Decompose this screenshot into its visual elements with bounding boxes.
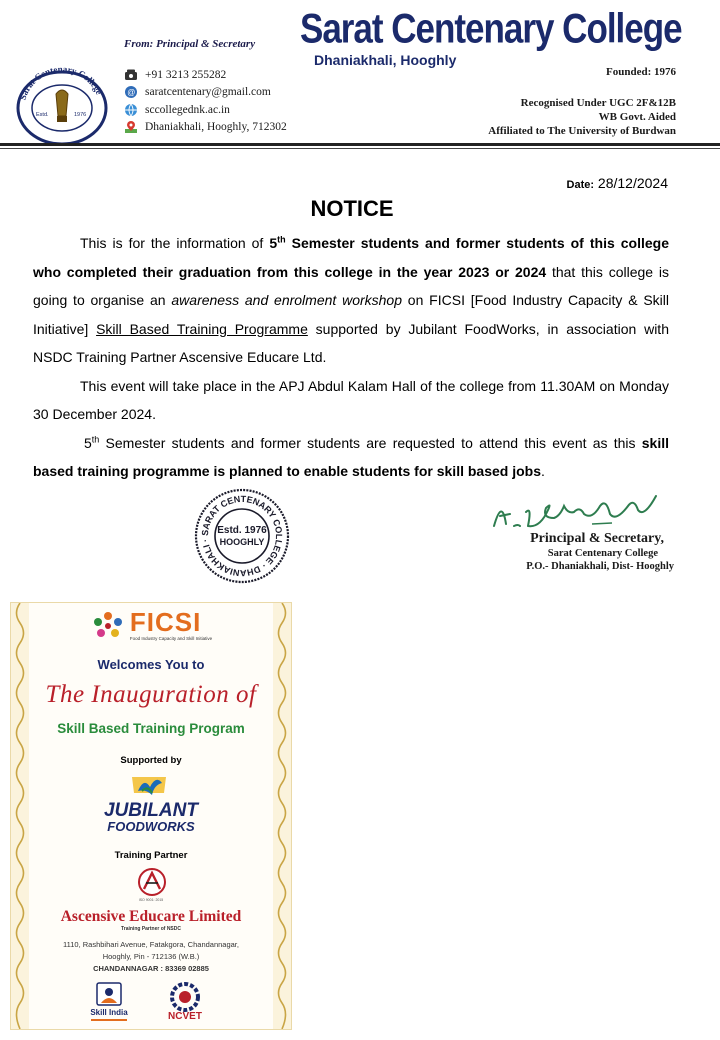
ncvet-logo	[159, 981, 211, 1027]
svg-text:SARAT CENTENARY COLLEGE · DHAN: SARAT CENTENARY COLLEGE · DHANIAKHALI ·	[199, 493, 285, 579]
svg-text:NCVET: NCVET	[168, 1011, 202, 1022]
inauguration-heading: The Inauguration of	[45, 681, 257, 708]
ascensive-tagline: Training Partner of NSDC	[120, 926, 181, 932]
ascensive-address	[11, 939, 291, 975]
jubilant-wordmark: JUBILANT	[104, 800, 198, 821]
map-pin-icon	[124, 120, 138, 134]
foodworks-wordmark: FOODWORKS	[107, 819, 195, 834]
jubilant-bird-icon	[128, 773, 170, 801]
iso-badge: ISO 9001: 2015	[138, 898, 164, 902]
contact-website	[124, 101, 287, 119]
website-link[interactable]: sccollegednk.ac.in	[145, 103, 230, 116]
contact-address	[124, 119, 287, 137]
email-icon	[124, 85, 138, 99]
paragraph-1: This is for the information of 5th Semester students and former students of this college who completed their graduation from this college in the year 2023 or 2024 that this college is going to organise an awareness and enrolment workshop on FICSI [Food Industry Capacity & Skill Initiative] Skill Based Training Programme supported by Jubilant FoodWorks, in association with NSDC Training Partner Ascensive Educare Ltd.	[33, 234, 670, 365]
training-partner-label: Training Partner	[114, 850, 188, 861]
ascensive-phone: CHANDANNAGAR : 83369 02885	[93, 964, 209, 973]
signatory-address: P.O.- Dhaniakhali, Dist- Hooghly	[526, 561, 674, 572]
postal-address: Dhaniakhali, Hooghly, 712302	[145, 121, 287, 134]
from-line: From: Principal & Secretary	[124, 38, 256, 50]
ficsi-header	[11, 609, 291, 641]
college-place: Dhaniakhali, Hooghly	[314, 52, 457, 68]
welcome-text: Welcomes You to	[97, 657, 205, 672]
svg-text:@: @	[127, 88, 136, 98]
email-address[interactable]: saratcentenary@gmail.com	[145, 86, 271, 99]
ascensive-name: Ascensive Educare Limited	[60, 908, 242, 925]
college-name: Sarat Centenary College	[300, 6, 682, 53]
address-line: 1110, Rashbihari Avenue, Fatakgora, Chandannagar,	[63, 940, 239, 949]
address-line: Hooghly, Pin - 712136 (W.B.)	[102, 952, 200, 961]
signature-block	[488, 530, 678, 573]
ficsi-logo-icon	[90, 610, 126, 640]
header-divider	[0, 143, 720, 146]
recognition-line: WB Govt. Aided	[598, 111, 676, 123]
notice-title: NOTICE	[310, 196, 394, 221]
svg-text:Estd. 1976: Estd. 1976	[217, 525, 267, 536]
college-logo	[10, 50, 114, 146]
notice-date	[567, 175, 668, 191]
date-value: 28/12/2024	[597, 175, 668, 191]
recognition-block	[488, 96, 676, 138]
handwritten-signature	[488, 484, 668, 534]
phone-icon	[124, 68, 138, 82]
program-name: Skill Based Training Program	[57, 721, 245, 736]
notice-body	[33, 229, 669, 486]
contact-list	[124, 66, 287, 136]
recognition-line: Affiliated to The University of Burdwan	[488, 125, 676, 137]
svg-text:Skill India: Skill India	[90, 1008, 128, 1017]
svg-text:HOOGHLY: HOOGHLY	[219, 537, 265, 547]
globe-icon	[124, 103, 138, 117]
paragraph-3: 5th Semester students and former students are requested to attend this event as this skill based training programme is planned to enable students for skill based jobs.	[33, 433, 669, 479]
inauguration-flyer	[10, 602, 292, 1030]
supported-by-label: Supported by	[120, 755, 182, 766]
signatory-title: Principal & Secretary,	[530, 531, 664, 546]
ficsi-tagline: Food Industry Capacity and Skill Initiative	[129, 636, 213, 641]
svg-text:1976: 1976	[74, 112, 87, 118]
ficsi-wordmark: FICSI	[129, 607, 202, 637]
skill-india-logo	[81, 981, 137, 1027]
founded-year: Founded: 1976	[606, 66, 676, 78]
recognition-line: Recognised Under UGC 2F&12B	[520, 97, 676, 109]
contact-email	[124, 84, 287, 102]
phone-number: +91 3213 255282	[145, 68, 227, 81]
svg-text:Estd.: Estd.	[36, 112, 49, 118]
ascensive-emblem-icon	[136, 867, 168, 899]
contact-phone	[124, 66, 287, 84]
header-divider-thin	[0, 148, 720, 149]
paragraph-2: This event will take place in the APJ Abdul Kalam Hall of the college from 11.30AM on Monday 30 December 2024.	[33, 377, 669, 422]
college-seal-stamp	[193, 487, 291, 585]
letterhead	[0, 0, 720, 150]
date-label: Date:	[566, 179, 595, 191]
signatory-college: Sarat Centenary College	[547, 548, 658, 559]
svg-text:Sarat Centenary College: Sarat Centenary College	[17, 63, 105, 102]
